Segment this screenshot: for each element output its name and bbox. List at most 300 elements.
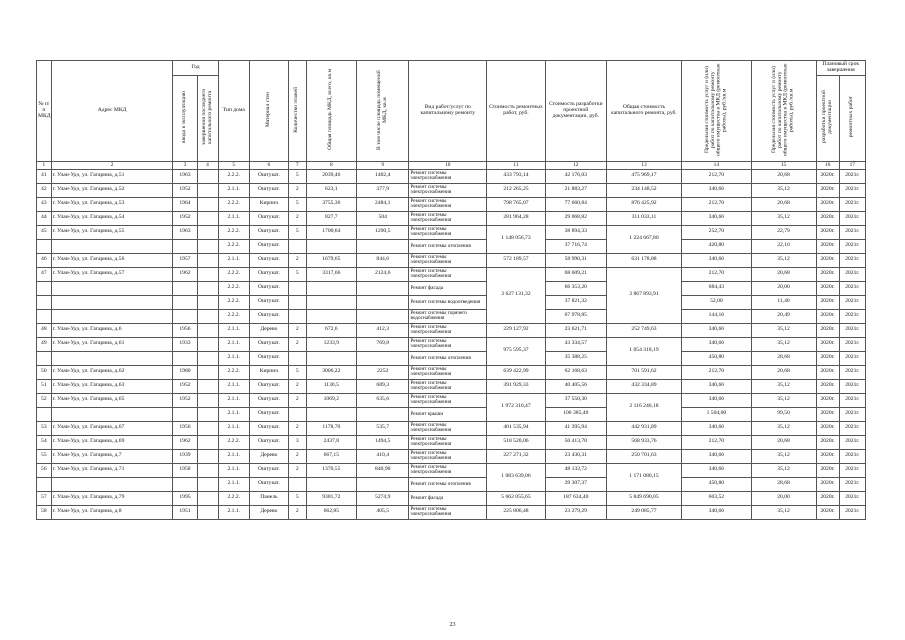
table-cell: Ремонт системы водоотведения [409, 295, 487, 309]
table-row [37, 351, 866, 365]
table-cell: 49 [37, 337, 52, 351]
header-year: Год [173, 61, 218, 76]
table-cell [197, 295, 218, 309]
table-cell: 623,1 [306, 183, 356, 197]
table-cell: 1952 [173, 393, 197, 407]
table-cell: Оштукат. [250, 463, 289, 477]
table-cell: 1 504,00 [682, 407, 751, 421]
table-cell: 42 [37, 183, 52, 197]
table-cell: 450,80 [682, 477, 751, 491]
table-cell [306, 351, 356, 365]
table-cell: 2 [288, 505, 306, 519]
table-cell [197, 421, 218, 435]
table-cell: 827,7 [306, 211, 356, 225]
table-cell: 635,6 [357, 393, 409, 407]
table-cell: 20,00 [751, 281, 816, 295]
table-cell [197, 253, 218, 267]
table-cell: 56 [37, 463, 52, 477]
table-cell [197, 393, 218, 407]
table-cell: 701 591,62 [606, 365, 682, 379]
table-cell: 2020г. [816, 225, 839, 239]
table-cell: 2.2.2. [218, 225, 249, 239]
table-cell: 2 116 246,18 [606, 393, 682, 421]
table-cell: 2.2.2. [218, 309, 249, 323]
table-cell: 1956 [173, 323, 197, 337]
table-cell: 2 [288, 379, 306, 393]
table-cell [51, 351, 173, 365]
table-cell [288, 281, 306, 295]
table-cell: 1963 [173, 169, 197, 183]
capital-repair-table [36, 60, 866, 520]
table-cell: 340,66 [682, 323, 751, 337]
table-cell: 35,12 [751, 337, 816, 351]
table-cell: 35,12 [751, 393, 816, 407]
table-cell: 2 [288, 337, 306, 351]
table-cell: 106 385,40 [545, 407, 606, 421]
table-cell [173, 281, 197, 295]
table-cell: 1995 [173, 491, 197, 505]
table-cell: 2020г. [816, 463, 839, 477]
table-cell [197, 337, 218, 351]
table-cell [288, 351, 306, 365]
table-body [37, 169, 866, 519]
table-cell: 35,12 [751, 505, 816, 519]
table-cell [37, 281, 52, 295]
table-cell: 391 929,33 [487, 379, 546, 393]
table-cell: 2020г. [816, 407, 839, 421]
table-cell [37, 407, 52, 421]
table-cell [288, 309, 306, 323]
table-row [37, 379, 866, 393]
table-cell: 20,00 [751, 491, 816, 505]
table-cell: 20,49 [751, 309, 816, 323]
table-cell: 1962 [173, 435, 197, 449]
table-cell: 250 701,63 [606, 449, 682, 463]
table-cell: Ремонт системы электроснабжения [409, 253, 487, 267]
table-cell: 2039,46 [306, 169, 356, 183]
table-cell: 1130,5 [306, 379, 356, 393]
table-row [37, 183, 866, 197]
table-cell: 2020г. [816, 169, 839, 183]
table-cell: Ремонт системы электроснабжения [409, 323, 487, 337]
table-cell [306, 281, 356, 295]
table-cell: Оштукат. [250, 309, 289, 323]
table-cell: 2124,6 [357, 267, 409, 281]
table-row [37, 477, 866, 491]
table-cell: 1370,55 [306, 463, 356, 477]
table-cell: 229 127,92 [487, 323, 546, 337]
table-cell: 2.2.2. [218, 365, 249, 379]
table-cell: Ремонт крыши [409, 407, 487, 421]
table-cell: 45 [37, 225, 52, 239]
table-cell [306, 407, 356, 421]
table-cell [173, 351, 197, 365]
table-cell: 281 964,28 [487, 211, 546, 225]
table-cell: 1700,64 [306, 225, 356, 239]
table-cell: Ремонт фасада [409, 281, 487, 295]
table-cell: Кирпич [250, 365, 289, 379]
table-cell: 876 425,92 [606, 197, 682, 211]
table-cell: 2 [288, 183, 306, 197]
table-cell: 2021г. [839, 337, 865, 351]
table-cell [37, 239, 52, 253]
header-mkd-number: № п/п МКД [37, 61, 52, 162]
table-cell: 5 662 055,65 [487, 491, 546, 505]
table-cell [51, 295, 173, 309]
table-cell: 2021г. [839, 379, 865, 393]
column-number: 14 [682, 161, 751, 169]
table-row [37, 337, 866, 351]
table-cell: 2.2.2. [218, 435, 249, 449]
table-cell: 44 [37, 211, 52, 225]
table-cell [306, 239, 356, 253]
table-cell: 535,7 [357, 421, 409, 435]
table-cell: 40 405,56 [545, 379, 606, 393]
table-cell: 48 [37, 323, 52, 337]
table-cell: Ремонт системы отопления [409, 477, 487, 491]
table-cell: г. Улан-Удэ, ул. Гагарина, д.6 [51, 323, 173, 337]
table-cell: г. Улан-Удэ, ул. Гагарина, д.61 [51, 337, 173, 351]
table-cell: 2021г. [839, 239, 865, 253]
table-cell: Оштукат. [250, 477, 289, 491]
table-cell: 2.1.1. [218, 351, 249, 365]
table-cell: 3 [288, 435, 306, 449]
table-cell: Оштукат. [250, 379, 289, 393]
table-cell: 432 334,89 [606, 379, 682, 393]
table-cell [197, 435, 218, 449]
table-cell [173, 309, 197, 323]
table-cell: Ремонт системы электроснабжения [409, 183, 487, 197]
table-cell: Оштукат. [250, 225, 289, 239]
table-row [37, 463, 866, 477]
table-row [37, 281, 866, 295]
table-cell: 420,80 [682, 239, 751, 253]
table-cell: 2.1.1. [218, 421, 249, 435]
table-cell: 1956 [173, 421, 197, 435]
column-number: 2 [51, 161, 173, 169]
table-cell: Оштукат. [250, 253, 289, 267]
table-cell: 43 334,57 [545, 337, 606, 351]
table-row [37, 393, 866, 407]
table-cell: 2020г. [816, 295, 839, 309]
table-cell: 212 265,25 [487, 183, 546, 197]
table-cell: 225 806,48 [487, 505, 546, 519]
table-cell [173, 407, 197, 421]
table-cell: 35,12 [751, 379, 816, 393]
table-cell: 572 189,57 [487, 253, 546, 267]
table-cell: 340,66 [682, 421, 751, 435]
table-row [37, 197, 866, 211]
table-cell: 340,66 [682, 393, 751, 407]
table-cell: г. Улан-Удэ, ул. Гагарина, д.65 [51, 393, 173, 407]
table-cell: 2.2.2. [218, 267, 249, 281]
table-cell: 340,66 [682, 211, 751, 225]
table-cell [197, 309, 218, 323]
table-cell: 20,68 [751, 197, 816, 211]
table-cell: 2021г. [839, 253, 865, 267]
table-cell [197, 267, 218, 281]
table-cell: 840,90 [357, 463, 409, 477]
table-cell: Оштукат. [250, 267, 289, 281]
table-cell: 1952 [173, 183, 197, 197]
table-row [37, 407, 866, 421]
table-cell: 2021г. [839, 169, 865, 183]
table-cell: 55 [37, 449, 52, 463]
table-cell: 2021г. [839, 477, 865, 491]
table-cell: 23 430,31 [545, 449, 606, 463]
table-cell [197, 449, 218, 463]
table-cell: 1494,5 [357, 435, 409, 449]
table-cell: 3006,22 [306, 365, 356, 379]
table-cell: 2437,8 [306, 435, 356, 449]
table-cell: 35,12 [751, 253, 816, 267]
table-cell: 2.1.1. [218, 477, 249, 491]
table-cell: 20,68 [751, 365, 816, 379]
table-cell: 504 [357, 211, 409, 225]
table-cell [197, 239, 218, 253]
table-cell: г. Улан-Удэ, ул. Гагарина, д.69 [51, 435, 173, 449]
table-cell: Оштукат. [250, 351, 289, 365]
table-cell: 662,85 [306, 505, 356, 519]
table-cell: 212,70 [682, 365, 751, 379]
table-cell: Оштукат. [250, 281, 289, 295]
table-cell: 2.1.1. [218, 323, 249, 337]
table-cell: 1933 [173, 337, 197, 351]
table-cell: г. Улан-Удэ, ул. Гагарина, д.71 [51, 463, 173, 477]
table-cell: 1964 [173, 197, 197, 211]
table-cell: Ремонт системы электроснабжения [409, 435, 487, 449]
table-cell: 340,66 [682, 505, 751, 519]
table-cell: 53 [37, 421, 52, 435]
table-cell: 2021г. [839, 351, 865, 365]
table-cell [197, 407, 218, 421]
table-cell: 144,16 [682, 309, 751, 323]
table-cell: 48 133,72 [545, 463, 606, 477]
table-cell: 442 931,89 [606, 421, 682, 435]
table-cell: 1980 [173, 365, 197, 379]
table-cell: г. Улан-Удэ, ул. Гагарина, д.8 [51, 505, 173, 519]
table-row [37, 225, 866, 239]
column-number-row [37, 161, 866, 169]
table-cell: Кирпич [250, 197, 289, 211]
table-cell: Ремонт системы электроснабжения [409, 393, 487, 407]
table-cell: г. Улан-Удэ, ул. Гагарина, д.63 [51, 379, 173, 393]
table-cell: 2021г. [839, 183, 865, 197]
table-cell: 2020г. [816, 281, 839, 295]
table-cell [37, 309, 52, 323]
table-cell: 3755,36 [306, 197, 356, 211]
table-cell: 2.1.1. [218, 211, 249, 225]
table-cell: 1962 [173, 267, 197, 281]
table-cell: 1 148 056,73 [487, 225, 546, 253]
table-cell: 2020г. [816, 365, 839, 379]
table-row [37, 421, 866, 435]
table-cell: 844,6 [357, 253, 409, 267]
table-cell: 340,66 [682, 463, 751, 477]
table-cell: 2021г. [839, 435, 865, 449]
table-cell: 975 595,37 [487, 337, 546, 365]
table-cell: 1 972 310,47 [487, 393, 546, 421]
table-cell: 35,12 [751, 211, 816, 225]
column-number: 4 [197, 161, 218, 169]
table-cell: 47 [37, 267, 52, 281]
table-cell: 2.1.1. [218, 337, 249, 351]
table-row [37, 365, 866, 379]
table-cell: 43 [37, 197, 52, 211]
table-cell [197, 463, 218, 477]
table-cell [306, 477, 356, 491]
table-cell: Оштукат. [250, 393, 289, 407]
table-row [37, 449, 866, 463]
table-cell: 5 849 690,05 [606, 491, 682, 505]
table-cell: 2.2.2. [218, 281, 249, 295]
header-limit-cost-1: Предельная стоимость услуг и (или) работ по капитальному ремонту общего имущества в МКД (ремонтные работы), руб./кв.м [682, 61, 751, 162]
table-cell: Ремонт системы электроснабжения [409, 337, 487, 351]
table-cell: 340,66 [682, 379, 751, 393]
table-cell: Ремонт системы электроснабжения [409, 421, 487, 435]
table-cell [197, 477, 218, 491]
column-number: 11 [487, 161, 546, 169]
column-number: 13 [606, 161, 682, 169]
table-cell: 62 168,63 [545, 365, 606, 379]
table-cell: 5 [288, 267, 306, 281]
table-cell: г. Улан-Удэ, ул. Гагарина, д.7 [51, 449, 173, 463]
table-cell: 2020г. [816, 211, 839, 225]
table-cell: 2020г. [816, 309, 839, 323]
table-cell: 22,10 [751, 239, 816, 253]
table-cell: 5 [288, 197, 306, 211]
table-row [37, 491, 866, 505]
table-cell: 35,12 [751, 449, 816, 463]
table-cell [197, 197, 218, 211]
table-cell: 2020г. [816, 477, 839, 491]
table-cell: 2020г. [816, 197, 839, 211]
table-cell: 2.2.2. [218, 491, 249, 505]
table-cell: Оштукат. [250, 169, 289, 183]
table-cell: 2021г. [839, 295, 865, 309]
table-cell: Оштукат. [250, 337, 289, 351]
table-cell: 410,4 [357, 449, 409, 463]
table-cell [306, 295, 356, 309]
table-cell [51, 309, 173, 323]
table-cell: 5 [288, 225, 306, 239]
table-cell: 2020г. [816, 449, 839, 463]
table-cell: 639 422,99 [487, 365, 546, 379]
table-cell: 340,66 [682, 449, 751, 463]
table-cell: 234 148,52 [606, 183, 682, 197]
table-cell: 54 [37, 435, 52, 449]
table-cell: Ремонт системы электроснабжения [409, 197, 487, 211]
table-cell: 401 535,94 [487, 421, 546, 435]
table-cell: 340,66 [682, 253, 751, 267]
table-cell: 2021г. [839, 365, 865, 379]
header-design-deadline: разработки проектной документации [816, 76, 839, 162]
table-cell: 2.1.1. [218, 393, 249, 407]
table-cell: 212,70 [682, 169, 751, 183]
table-cell: 252 749,63 [606, 323, 682, 337]
table-cell: Дерево [250, 505, 289, 519]
table-cell: 77 660,84 [545, 197, 606, 211]
table-row [37, 211, 866, 225]
table-cell: 1679,65 [306, 253, 356, 267]
table-cell [197, 491, 218, 505]
header-total-area: Общая площадь МКД, всего, кв.м [306, 61, 356, 162]
table-cell [357, 281, 409, 295]
header-work-type: Вид работ/услуг по капитальному ремонту [409, 61, 487, 162]
table-cell: 2021г. [839, 491, 865, 505]
table-cell: 2020г. [816, 183, 839, 197]
table-cell: 9381,72 [306, 491, 356, 505]
table-cell: 227 271,32 [487, 449, 546, 463]
table-cell: 2020г. [816, 267, 839, 281]
table-cell: Ремонт системы электроснабжения [409, 365, 487, 379]
table-cell [357, 309, 409, 323]
table-cell: 667,15 [306, 449, 356, 463]
table-row [37, 435, 866, 449]
table-cell [288, 239, 306, 253]
table-cell: 3 867 893,91 [606, 267, 682, 323]
table-cell: 631 178,88 [606, 253, 682, 267]
table-cell: Ремонт системы электроснабжения [409, 211, 487, 225]
table-cell: г. Улан-Удэ, ул. Гагарина, д.53 [51, 197, 173, 211]
table-cell: 2.1.1. [218, 183, 249, 197]
table-row [37, 267, 866, 281]
header-wall-material: Материал стен [250, 61, 289, 162]
table-cell [197, 351, 218, 365]
header-repair-deadline: ремонтных работ [839, 76, 865, 162]
table-cell: 1951 [173, 505, 197, 519]
table-cell [288, 295, 306, 309]
table-cell: 52,00 [682, 295, 751, 309]
table-cell: 2.1.1. [218, 407, 249, 421]
table-cell [37, 295, 52, 309]
table-cell: 66 353,20 [545, 281, 606, 295]
header-limit-cost-2: Предельная стоимость услуг и (или) работ по капитальному ремонту общего имущества в МКД (ремонтные работы), руб./кв.м [751, 61, 816, 162]
table-cell: Ремонт системы горячего водоснабжения [409, 309, 487, 323]
page-number: 23 [449, 622, 456, 628]
table-cell: 450,80 [682, 351, 751, 365]
table-cell: Ремонт системы электроснабжения [409, 169, 487, 183]
table-cell: 2 [288, 421, 306, 435]
table-cell: 5 [288, 365, 306, 379]
header-year-commissioned: ввода в эксплуатацию [173, 76, 197, 162]
table-cell [197, 281, 218, 295]
table-cell: 2021г. [839, 393, 865, 407]
table-cell: г. Улан-Удэ, ул. Гагарина, д.56 [51, 253, 173, 267]
table-cell [288, 477, 306, 491]
table-cell: 58 990,31 [545, 253, 606, 267]
table-cell: 2020г. [816, 505, 839, 519]
table-cell: 1178,70 [306, 421, 356, 435]
column-number: 7 [288, 161, 306, 169]
table-cell: Оштукат. [250, 421, 289, 435]
table-cell: Оштукат. [250, 211, 289, 225]
table-cell: 42 176,03 [545, 169, 606, 183]
table-cell: 37 821,32 [545, 295, 606, 309]
table-cell: 2021г. [839, 197, 865, 211]
table-cell: г. Улан-Удэ, ул. Гагарина, д.52 [51, 183, 173, 197]
header-address: Адрес МКД [51, 61, 173, 162]
table-cell: 20,68 [751, 267, 816, 281]
table-cell: г. Улан-Удэ, ул. Гагарина, д.51 [51, 169, 173, 183]
table-cell: Ремонт фасада [409, 491, 487, 505]
table-cell: 52 [37, 393, 52, 407]
column-number: 5 [218, 161, 249, 169]
table-cell: Оштукат. [250, 407, 289, 421]
table-cell: 5 [288, 169, 306, 183]
header-year-last-repair: завершения последнего капитального ремонта [197, 76, 218, 162]
table-cell: 67 978,85 [545, 309, 606, 323]
